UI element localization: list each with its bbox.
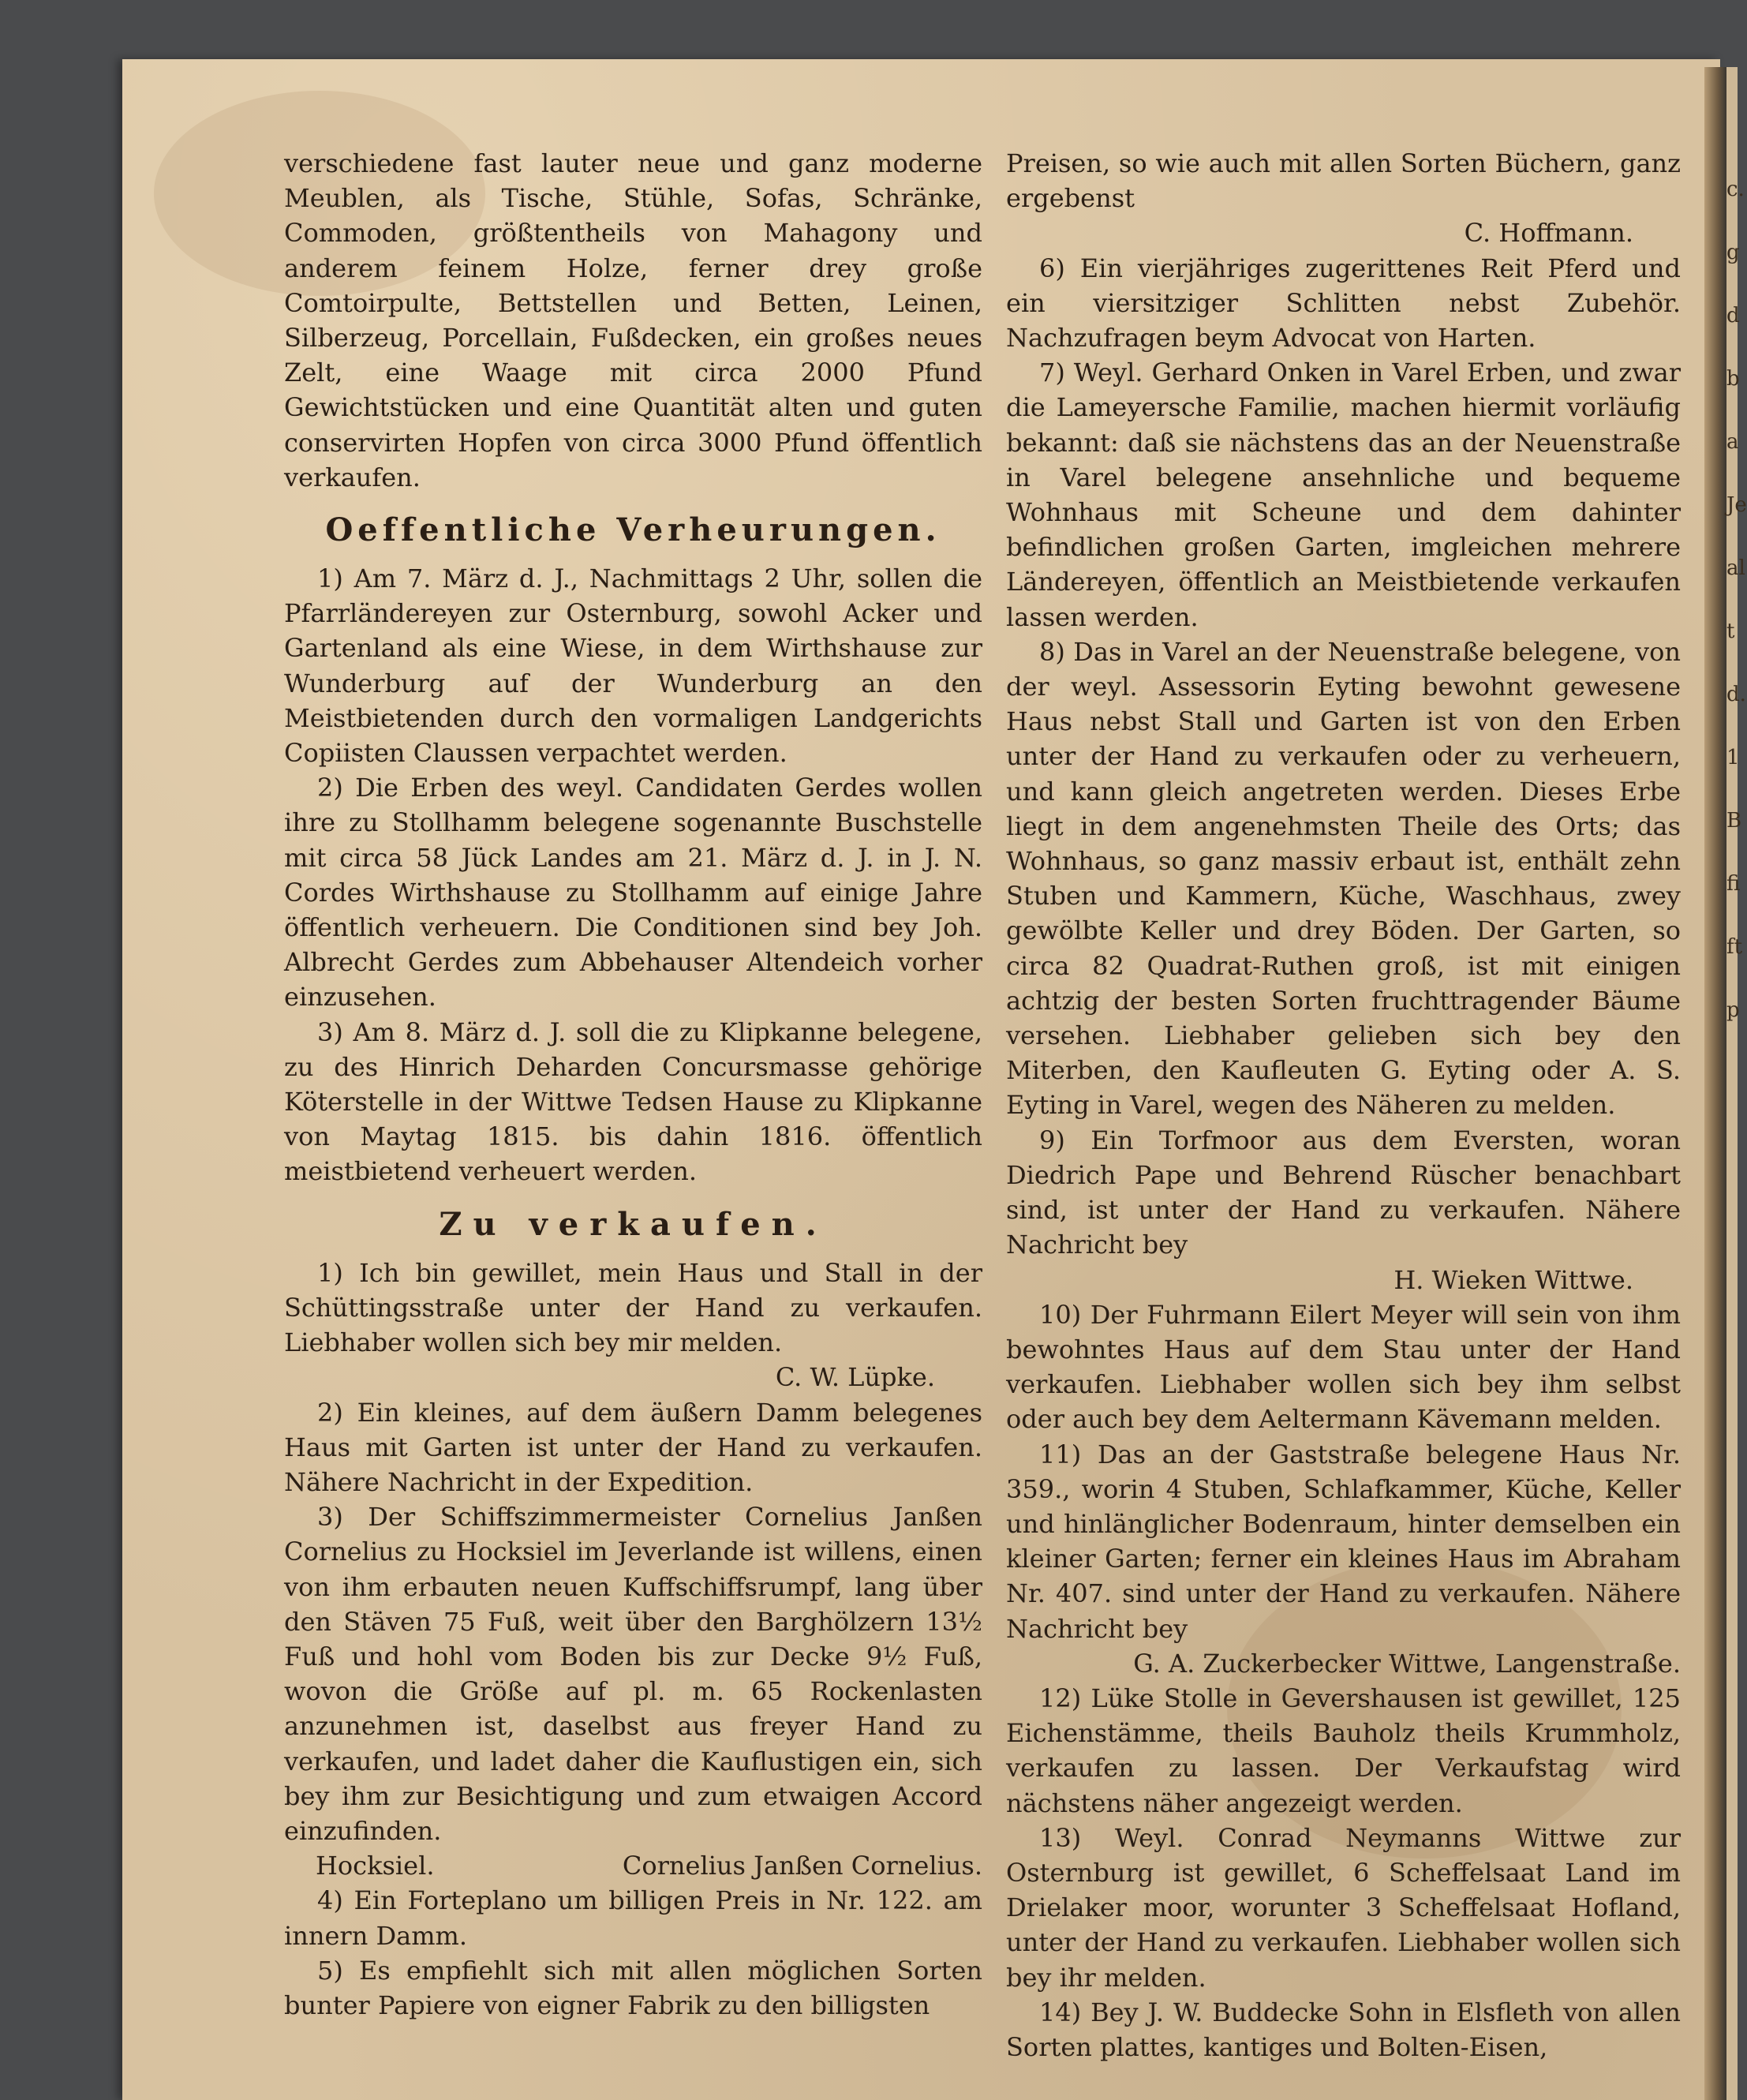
notice-item: 3) Am 8. März d. J. soll die zu Klipkanne belegene, zu des Hinrich Deharden Concursmasse gehörige Köterstelle in der Wittwe Tedsen Hause zu Klipkanne von Maytag 1815. bis dahin 1816. öffentlich meistbietend verheuert werden.: [284, 1016, 982, 1187]
place-name: Hocksiel.: [316, 1851, 435, 1881]
signature: Cornelius Janßen Cornelius.: [622, 1851, 982, 1881]
notice-continuation: Preisen, so wie auch mit allen Sorten Büchern, ganz ergebenst: [1006, 148, 1681, 214]
notice-item: 12) Lüke Stolle in Gevershausen ist gewillet, 125 Eichenstämme, theils Bauholz theils Krummholz, verkaufen zu lassen. Der Verkaufstag wird nächstens näher angezeigt werden.: [1006, 1683, 1681, 1818]
signature: C. Hoffmann.: [1464, 218, 1633, 249]
notice-item: 1) Am 7. März d. J., Nachmittags 2 Uhr, sollen die Pfarrländereyen zur Osternburg, sowohl Acker und Gartenland als eine Wiese, in dem Wirthshause zur Wunderburg auf der Wunderburg an den Meistbietenden durch den vormaligen Landgerichts Copiisten Claussen verpachtet werden.: [284, 563, 982, 769]
notice-item: 6) Ein vierjähriges zugerittenes Reit Pferd und ein viersitziger Schlitten nebst Zubehör. Nachzufragen beym Advocat von Harten.: [1006, 253, 1681, 354]
intro-paragraph: verschiedene fast lauter neue und ganz moderne Meublen, als Tische, Stühle, Sofas, Schränke, Commoden, größtentheils von Mahagony und anderem feinem Holze, ferner drey große Comtoirpulte, Bettstellen und Betten, Leinen, Silberzeug, Porcellain, Fußdecken, ein großes neues Zelt, eine Waage mit circa 2000 Pfund Gewichtstücken und eine Quantität alten und guten conservirten Hopfen von circa 3000 Pfund öffentlich verkaufen.: [284, 148, 982, 492]
section-heading-zu-verkaufen: Zu verkaufen.: [439, 1205, 828, 1243]
section-heading-verheurungen: Oeffentliche Verheurungen.: [325, 511, 941, 549]
right-column: [1006, 146, 1681, 2064]
notice-item: 13) Weyl. Conrad Neymanns Wittwe zur Osternburg ist gewillet, 6 Scheffelsaat Land im Drielaker moor, worunter 3 Scheffelsaat Hofland, unter der Hand zu verkaufen. Liebhaber wollen sich bey ihr melden.: [1006, 1822, 1681, 1993]
signature-line: [284, 1848, 982, 1883]
notice-item: 14) Bey J. W. Buddecke Sohn in Elsfleth von allen Sorten plattes, kantiges und Bolten-Eisen,: [1006, 1997, 1681, 2062]
notice-item: 10) Der Fuhrmann Eilert Meyer will sein von ihm bewohntes Haus auf dem Stau unter der Hand verkaufen. Liebhaber wollen sich bey ihm selbst oder auch bey dem Aeltermann Kävemann melden.: [1006, 1299, 1681, 1435]
notice-item: 9) Ein Torfmoor aus dem Eversten, woran Diedrich Pape und Behrend Rüscher benachbart sind, ist unter der Hand zu verkaufen. Nähere Nachricht bey: [1006, 1125, 1681, 1260]
notice-item: 2) Die Erben des weyl. Candidaten Gerdes wollen ihre zu Stollhamm belegene sogenannte Buschstelle mit circa 58 Jück Landes am 21. März d. J. in J. N. Cordes Wirthshause zu Stollhamm auf einige Jahre öffentlich verheuern. Die Conditionen sind bey Joh. Albrecht Gerdes zum Abbehauser Altendeich vorher einzusehen.: [284, 773, 982, 1013]
notice-item: 3) Der Schiffszimmermeister Cornelius Janßen Cornelius zu Hocksiel im Jeverlande ist willens, einen von ihm erbauten neuen Kuffschiffsrumpf, lang über den Stäven 75 Fuß, weit über den Barghölzern 13½ Fuß und hohl vom Boden bis zur Decke 9½ Fuß, wovon die Größe auf pl. m. 65 Rockenlasten anzunehmen ist, daselbst aus freyer Hand zu verkaufen, und ladet daher die Kauflustigen ein, sich bey ihm zur Besichtigung und zum etwaigen Accord einzufinden.: [284, 1502, 982, 1846]
signature: G. A. Zuckerbecker Wittwe, Langenstraße.: [1133, 1648, 1681, 1679]
book-gutter: [1704, 67, 1726, 2100]
next-page-edge-text: c. g d b a Je al t d. 1 B fi ft p: [1726, 178, 1747, 1022]
signature: H. Wieken Wittwe.: [1393, 1264, 1633, 1295]
notice-item: 7) Weyl. Gerhard Onken in Varel Erben, und zwar die Lameyersche Familie, machen hiermit vorläufig bekannt: daß sie nächstens das an der Neuenstraße in Varel belegene ansehnliche und bequeme Wohnhaus mit Scheune und dem dahinter befindlichen großen Garten, imgleichen mehrere Ländereyen, öffentlich an Meistbietende verkaufen lassen werden.: [1006, 357, 1681, 632]
notice-item: 1) Ich bin gewillet, mein Haus und Stall in der Schüttingsstraße unter der Hand zu verkaufen. Liebhaber wollen sich bey mir melden.: [284, 1257, 982, 1358]
notice-item: 8) Das in Varel an der Neuenstraße belegene, von der weyl. Assessorin Eyting bewohnt gewesene Haus nebst Stall und Garten ist von den Erben unter der Hand zu verkaufen oder zu verheuern, und kann gleich angetreten werden. Dieses Erbe liegt in dem angenehmsten Theile des Orts; das Wohnhaus, so ganz massiv erbaut ist, enthält zehn Stuben und Kammern, Küche, Waschhaus, zwey gewölbte Keller und drey Böden. Der Garten, so circa 82 Quadrat-Ruthen groß, ist mit einigen achtzig der besten Sorten fruchttragender Bäume versehen. Liebhaber gelieben sich bey den Miterben, den Kaufleuten G. Eyting oder A. S. Eyting in Varel, wegen des Näheren zu melden.: [1006, 636, 1681, 1121]
signature: C. W. Lüpke.: [775, 1362, 935, 1393]
notice-item: 4) Ein Forteplano um billigen Preis in Nr. 122. am innern Damm.: [284, 1885, 982, 1951]
notice-item: 5) Es empfiehlt sich mit allen möglichen Sorten bunter Papiere von eigner Fabrik zu den billigsten: [284, 1955, 982, 2020]
notice-item: 11) Das an der Gaststraße belegene Haus Nr. 359., worin 4 Stuben, Schlafkammer, Küche, Keller und hinlänglicher Bodenraum, hinter demselben ein kleiner Garten; ferner ein kleines Haus im Abraham Nr. 407. sind unter der Hand zu verkaufen. Nähere Nachricht bey: [1006, 1439, 1681, 1644]
left-column: [284, 146, 982, 2023]
notice-item: 2) Ein kleines, auf dem äußern Damm belegenes Haus mit Garten ist unter der Hand zu verkaufen. Nähere Nachricht in der Expedition.: [284, 1397, 982, 1497]
